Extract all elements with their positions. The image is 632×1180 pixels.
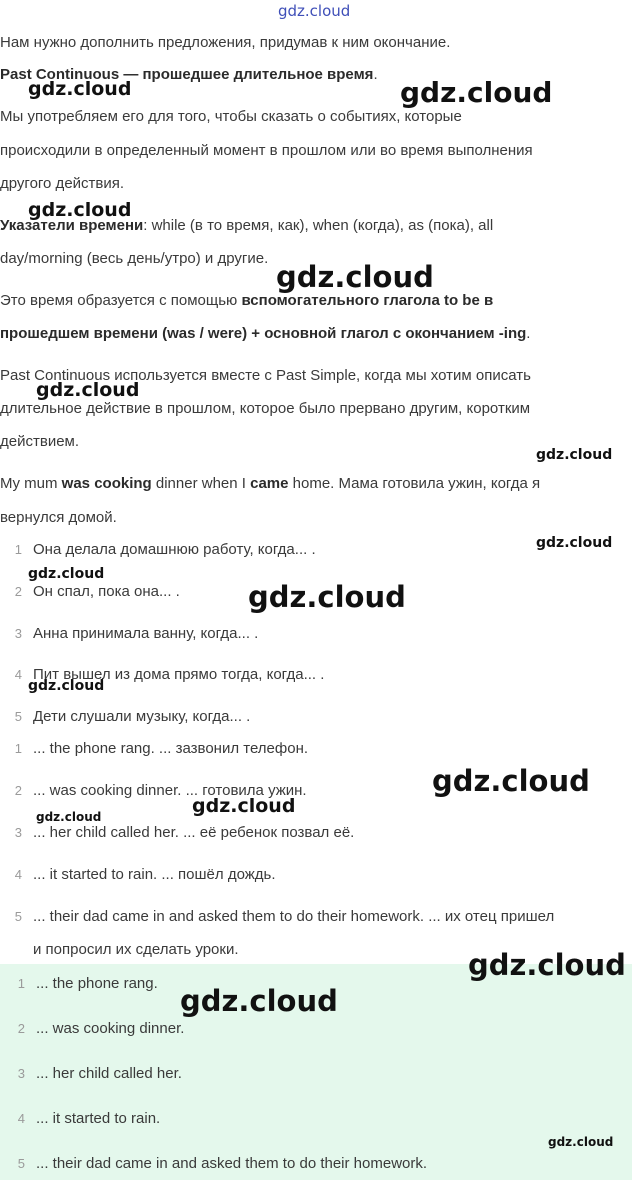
list-item	[0, 1064, 632, 1084]
rule-title-bold: Past Continuous — прошедшее длительное время	[0, 66, 374, 83]
item-number: 2	[14, 783, 22, 798]
watermark: gdz.cloud	[28, 566, 105, 582]
formation-bold-1: вспомогательного глагола to be в	[241, 292, 494, 309]
example-part-2: dinner when I	[151, 475, 251, 492]
item-number: 3	[17, 1066, 25, 1081]
formation-bold-2: прошедшем времени (was / were) + основной глагол с окончанием -ing	[0, 325, 527, 342]
item-number: 5	[14, 909, 22, 924]
formation-end: .	[526, 325, 531, 342]
list-item	[0, 624, 632, 644]
watermark: gdz.cloud	[28, 678, 105, 694]
item-number: 1	[14, 542, 22, 557]
watermark: gdz.cloud	[400, 76, 553, 109]
combo-line-2: длительное действие в прошлом, которое было прервано другим, коротким	[0, 400, 531, 417]
list-item	[0, 1019, 632, 1039]
combo-line-3: действием.	[0, 433, 80, 450]
watermark: gdz.cloud	[36, 810, 102, 824]
item-number: 2	[17, 1021, 25, 1036]
list-item	[0, 707, 632, 727]
watermark: gdz.cloud	[276, 260, 434, 294]
item-number: 5	[17, 1156, 25, 1171]
item-text: ... was cooking dinner.	[36, 1020, 185, 1037]
item-number: 4	[14, 867, 22, 882]
markers-text: : while (в то время, как), when (когда), as (пока), all	[143, 217, 494, 234]
markers-line-2: day/morning (весь день/утро) и другие.	[0, 250, 269, 267]
example-part-1: My mum	[0, 475, 62, 492]
combo-line-1: Past Continuous используется вместе с Past Simple, когда мы хотим описать	[0, 367, 531, 384]
watermark: gdz.cloud	[432, 764, 590, 798]
watermark: gdz.cloud	[536, 535, 613, 551]
watermark-top: gdz.cloud	[278, 2, 351, 20]
item-number: 2	[14, 584, 22, 599]
item-number: 1	[17, 976, 25, 991]
item-text: ... was cooking dinner. ... готовила ужин.	[33, 782, 307, 799]
watermark: gdz.cloud	[180, 984, 338, 1018]
item-text: ... it started to rain.	[36, 1110, 161, 1127]
item-text: ... the phone rang. ... зазвонил телефон.	[33, 740, 309, 757]
watermark: gdz.cloud	[468, 948, 626, 982]
item-number: 4	[17, 1111, 25, 1126]
item-text: Она делала домашнюю работу, когда... .	[33, 541, 316, 558]
watermark: gdz.cloud	[548, 1135, 614, 1149]
rule-use-line-1: Мы употребляем его для того, чтобы сказать о событиях, которые	[0, 108, 462, 125]
watermark: gdz.cloud	[36, 379, 140, 401]
watermark: gdz.cloud	[28, 78, 132, 100]
formation-text: Это время образуется с помощью	[0, 292, 242, 309]
item-text: Анна принимала ванну, когда... .	[33, 625, 259, 642]
item-number: 3	[14, 626, 22, 641]
list-item-continuation: и попросил их сделать уроки.	[33, 941, 239, 958]
watermark: gdz.cloud	[536, 447, 613, 463]
rule-use-line-3: другого действия.	[0, 175, 125, 192]
item-number: 1	[14, 741, 22, 756]
example-bold-1: was cooking	[61, 475, 152, 492]
watermark: gdz.cloud	[248, 580, 406, 614]
item-text: Дети слушали музыку, когда... .	[33, 708, 251, 725]
example-part-3: home. Мама готовила ужин, когда я	[288, 475, 541, 492]
markers-label: Указатели времени	[0, 217, 144, 234]
list-item	[0, 823, 632, 843]
item-text: ... it started to rain. ... пошёл дождь.	[33, 866, 276, 883]
formation-line-2	[0, 317, 530, 350]
intro-text: Нам нужно дополнить предложения, придумав к ним окончание.	[0, 34, 451, 51]
list-item	[0, 739, 632, 759]
example-line-1	[0, 467, 540, 500]
item-text: Пит вышел из дома прямо тогда, когда... .	[33, 666, 325, 683]
item-text: ... their dad came in and asked them to do their homework.	[36, 1155, 428, 1172]
list-item	[0, 865, 632, 885]
item-text: Он спал, пока она... .	[33, 583, 180, 600]
item-number: 5	[14, 709, 22, 724]
watermark: gdz.cloud	[192, 795, 296, 817]
item-text: ... her child called her.	[36, 1065, 182, 1082]
example-bold-2: came	[250, 475, 289, 492]
list-item	[0, 907, 632, 927]
list-item	[0, 1109, 632, 1129]
rule-use-line-2: происходили в определенный момент в прошлом или во время выполнения	[0, 142, 533, 159]
rule-title-end: .	[373, 66, 378, 83]
item-text: ... the phone rang.	[36, 975, 158, 992]
item-number: 3	[14, 825, 22, 840]
list-item	[0, 1154, 632, 1174]
item-number: 4	[14, 667, 22, 682]
example-line-2: вернулся домой.	[0, 509, 117, 526]
item-text: ... her child called her. ... её ребенок позвал её.	[33, 824, 355, 841]
watermark: gdz.cloud	[28, 199, 132, 221]
item-text: ... their dad came in and asked them to do their homework. ... их отец пришел	[33, 908, 555, 925]
